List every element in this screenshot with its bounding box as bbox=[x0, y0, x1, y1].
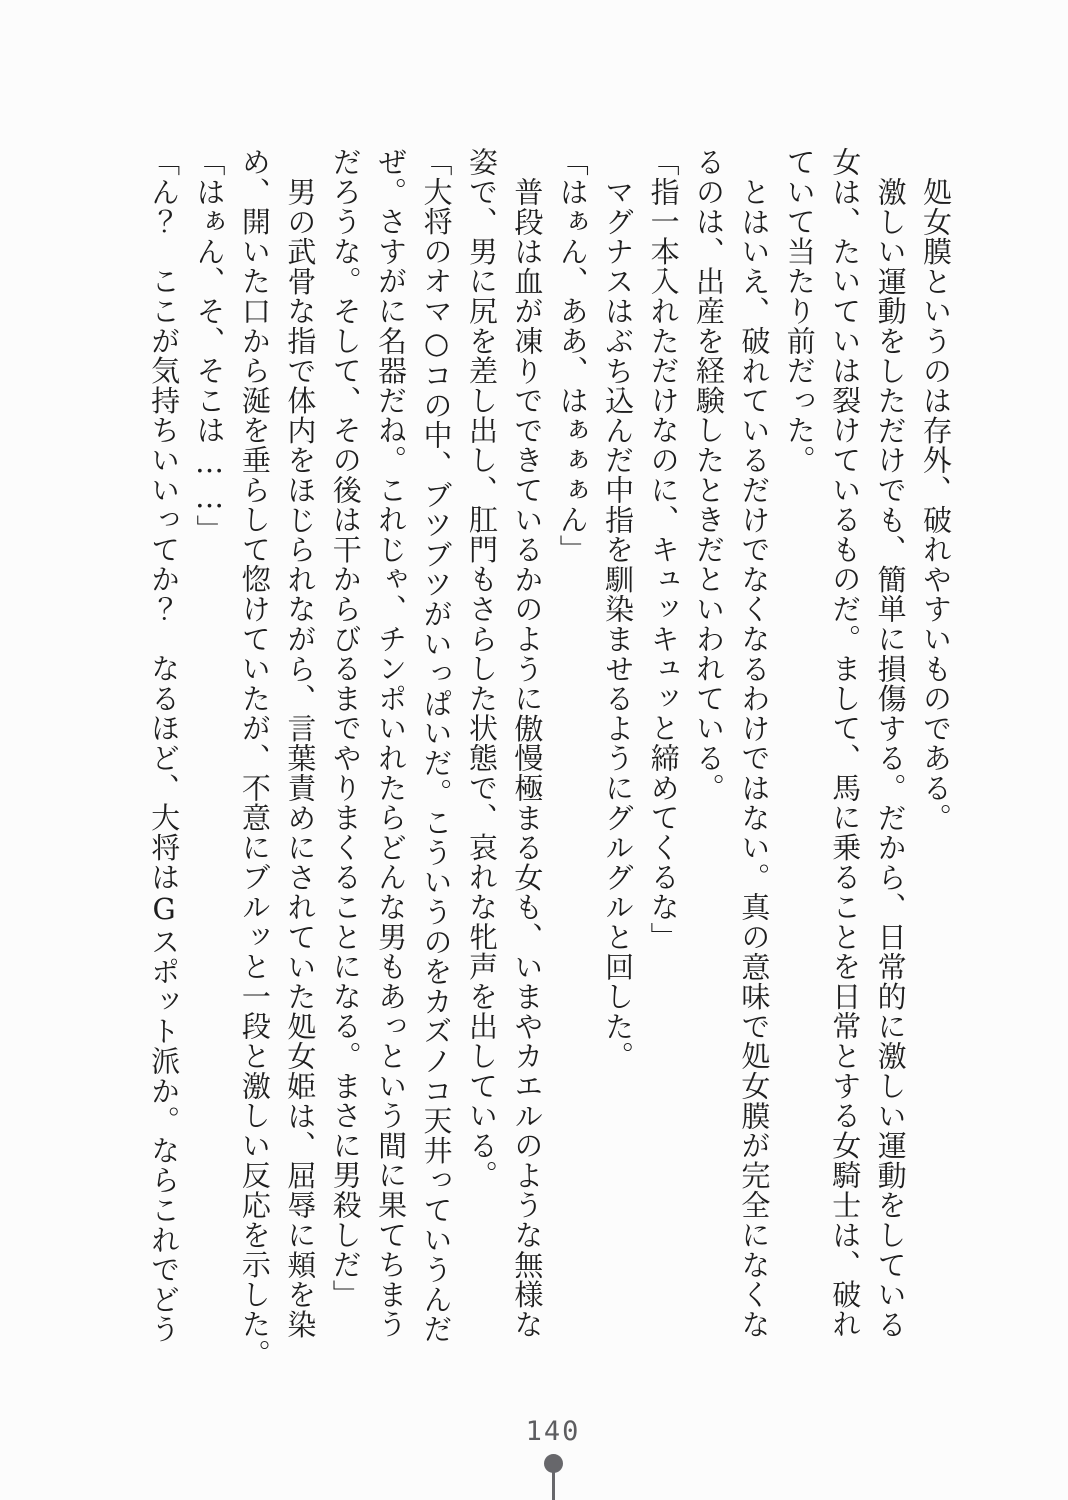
text-line: とはいえ、破れているだけでなくなるわけではない。真の意味で処女膜が完全になくな bbox=[737, 177, 772, 1340]
page-number: 140 bbox=[525, 1416, 581, 1447]
text-line: 普段は血が凍りでできているかのように傲慢極まる女も、いまやカエルのような無様な bbox=[510, 177, 545, 1340]
text-line: ぜ。さすがに名器だね。これじゃ、チンポいれたらどんな男もあっという間に果てちまう bbox=[374, 147, 409, 1339]
text-line: だろうな。そして、その後は干からびるまでやりまくることになる。まさに男殺しだ」 bbox=[328, 147, 363, 1310]
text-line: マグナスはぶち込んだ中指を馴染ませるようにグルグルと回した。 bbox=[601, 177, 636, 1071]
text-line: ていて当たり前だった。 bbox=[782, 147, 817, 475]
text-line: るのは、出産を経験したときだといわれている。 bbox=[691, 147, 726, 803]
text-line: 「ん？ ここが気持ちいいってか？ なるほど、大将はGスポット派か。ならこれでどう bbox=[147, 147, 182, 1344]
text-line: 「指一本入れただけなのに、キュッキュッと締めてくるな」 bbox=[646, 147, 681, 952]
page-text bbox=[141, 147, 958, 1369]
pin-line bbox=[552, 1470, 555, 1500]
text-line: め、開いた口から涎を垂らして惚けていたが、不意にブルッと一段と激しい反応を示した。 bbox=[237, 147, 272, 1369]
text-line: 女は、たいていは裂けているものだ。まして、馬に乗ることを日常とする女騎士は、破れ bbox=[828, 147, 863, 1339]
text-line: 激しい運動をしただけでも、簡単に損傷する。だから、日常的に激しい運動をしている bbox=[873, 177, 908, 1340]
text-line: 姿で、男に尻を差し出し、肛門もさらした状態で、哀れな牝声を出している。 bbox=[464, 147, 499, 1190]
text-line: 「はぁん、そ、そこは……」 bbox=[192, 147, 227, 545]
text-line: 「はぁん、ああ、はぁぁぁん」 bbox=[555, 147, 590, 565]
text-line: 「大将のオマ○コの中、ブツブツがいっぱいだ。こういうのをカズノコ天井っていうんだ bbox=[419, 147, 454, 1344]
text-line: 処女膜というのは存外、破れやすいものである。 bbox=[919, 177, 953, 833]
text-line: 男の武骨な指で体内をほじられながら、言葉責めにされていた処女姫は、屈辱に頬を染 bbox=[283, 177, 318, 1340]
